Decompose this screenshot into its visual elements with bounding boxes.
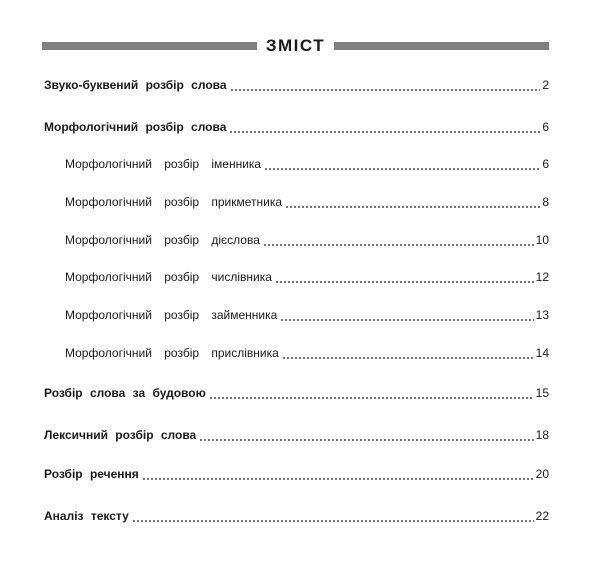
toc-entry-title: Лексичний розбір слова xyxy=(44,428,197,442)
toc-entry[interactable] xyxy=(44,503,549,523)
toc-entry-title: Розбір речення xyxy=(44,467,139,481)
toc-entry-page: 15 xyxy=(535,386,549,400)
toc-entry-page: 6 xyxy=(542,157,549,171)
dot-leader xyxy=(264,157,540,171)
toc-entry-page: 13 xyxy=(535,308,549,322)
toc-subentry[interactable] xyxy=(65,302,549,322)
toc-entry[interactable] xyxy=(44,380,549,400)
toc-entry-page: 12 xyxy=(535,270,549,284)
dot-leader xyxy=(282,346,534,360)
toc-entry-title: Морфологічний розбір числівника xyxy=(65,270,272,284)
dot-leader xyxy=(142,467,534,481)
dot-leader xyxy=(280,308,533,322)
contents-heading xyxy=(42,34,549,58)
heading-bar-right xyxy=(334,42,549,50)
toc-entry-title: Морфологічний розбір іменника xyxy=(65,157,262,171)
toc-entry[interactable] xyxy=(44,72,549,92)
toc-entry-page: 8 xyxy=(542,195,549,209)
toc-entry-title: Розбір слова за будовою xyxy=(44,386,206,400)
dot-leader xyxy=(132,509,534,523)
toc-entry-title: Морфологічний розбір дієслова xyxy=(65,233,260,247)
dot-leader xyxy=(199,428,533,442)
page-title: ЗМІСТ xyxy=(265,36,326,55)
dot-leader xyxy=(263,233,534,247)
dot-leader xyxy=(230,78,541,92)
toc-entry-title: Морфологічний розбір слова xyxy=(44,120,227,134)
toc-entry-page: 14 xyxy=(535,346,549,360)
toc-entry[interactable] xyxy=(44,422,549,442)
toc-entry[interactable] xyxy=(44,461,549,481)
toc-entry-page: 18 xyxy=(535,428,549,442)
toc-entry-page: 20 xyxy=(535,467,549,481)
toc-entry-title: Морфологічний розбір прислівника xyxy=(65,346,279,360)
toc-entry-title: Звуко-буквений розбір слова xyxy=(44,78,227,92)
toc-entry-title: Морфологічний розбір прикметника xyxy=(65,195,283,209)
toc-subentry[interactable] xyxy=(65,227,549,247)
toc-entry-title: Морфологічний розбір займенника xyxy=(65,308,278,322)
dot-leader xyxy=(275,270,534,284)
toc-entry-title: Аналіз тексту xyxy=(44,509,129,523)
toc-subentry[interactable] xyxy=(65,340,549,360)
toc-subentry[interactable] xyxy=(65,189,549,209)
heading-bar-left xyxy=(42,42,257,50)
toc-entry-page: 6 xyxy=(542,120,549,134)
toc-subentry[interactable] xyxy=(65,264,549,284)
toc-entry-page: 22 xyxy=(535,509,549,523)
dot-leader xyxy=(229,120,540,134)
dot-leader xyxy=(209,386,534,400)
toc-entry[interactable] xyxy=(44,114,549,134)
toc-entry-page: 2 xyxy=(542,78,549,92)
toc-entry-page: 10 xyxy=(535,233,549,247)
toc-subentry[interactable] xyxy=(65,151,549,171)
dot-leader xyxy=(285,195,540,209)
